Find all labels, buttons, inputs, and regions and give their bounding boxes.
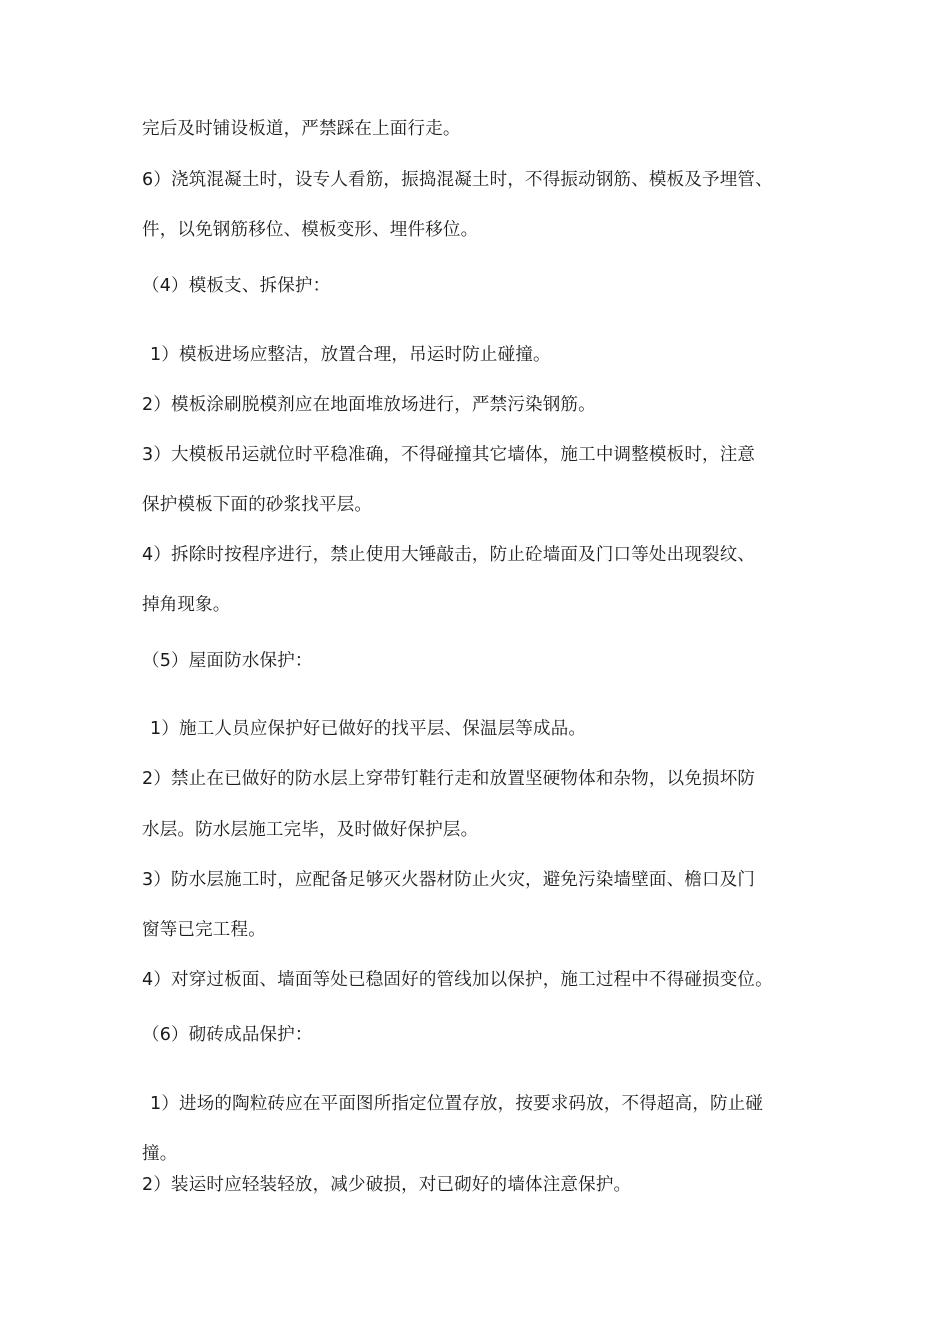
- text-line: 2）装运时应轻装轻放，减少破损，对已砌好的墙体注意保护。: [142, 1175, 632, 1195]
- section-heading: （4）模板支、拆保护：: [142, 276, 331, 296]
- section-heading: （5）屋面防水保护：: [142, 651, 313, 671]
- text-line: 6）浇筑混凝土时，设专人看筋，振捣混凝土时，不得振动钢筋、模板及予埋管、: [142, 170, 773, 190]
- text-line: 1）施工人员应保护好已做好的找平层、保温层等成品。: [150, 719, 587, 739]
- text-line: 撞。: [142, 1144, 178, 1164]
- text-line: 保护模板下面的砂浆找平层。: [142, 495, 373, 515]
- text-line: 件，以免钢筋移位、模板变形、埋件移位。: [142, 220, 479, 240]
- text-line: 窗等已完工程。: [142, 920, 266, 940]
- text-line: 4）对穿过板面、墙面等处已稳固好的管线加以保护，施工过程中不得碰损变位。: [142, 970, 773, 990]
- text-line: 4）拆除时按程序进行，禁止使用大锤敲击，防止砼墙面及门口等处出现裂纹、: [142, 545, 756, 565]
- text-line: 掉角现象。: [142, 595, 231, 615]
- text-line: 2）模板涂刷脱模剂应在地面堆放场进行，严禁污染钢筋。: [142, 395, 596, 415]
- section-heading: （6）砌砖成品保护：: [142, 1025, 313, 1045]
- text-line: 3）大模板吊运就位时平稳准确，不得碰撞其它墙体，施工中调整模板时，注意: [142, 445, 756, 465]
- text-line: 水层。防水层施工完毕，及时做好保护层。: [142, 820, 479, 840]
- text-line: 完后及时铺设板道，严禁踩在上面行走。: [142, 119, 461, 139]
- text-line: 1）模板进场应整洁，放置合理，吊运时防止碰撞。: [150, 345, 551, 365]
- text-line: 2）禁止在已做好的防水层上穿带钉鞋行走和放置坚硬物体和杂物，以免损坏防: [142, 769, 756, 789]
- text-line: 3）防水层施工时，应配备足够灭火器材防止火灾，避免污染墙壁面、檐口及门: [142, 870, 756, 890]
- text-line: 1）进场的陶粒砖应在平面图所指定位置存放，按要求码放，不得超高，防止碰: [150, 1094, 764, 1114]
